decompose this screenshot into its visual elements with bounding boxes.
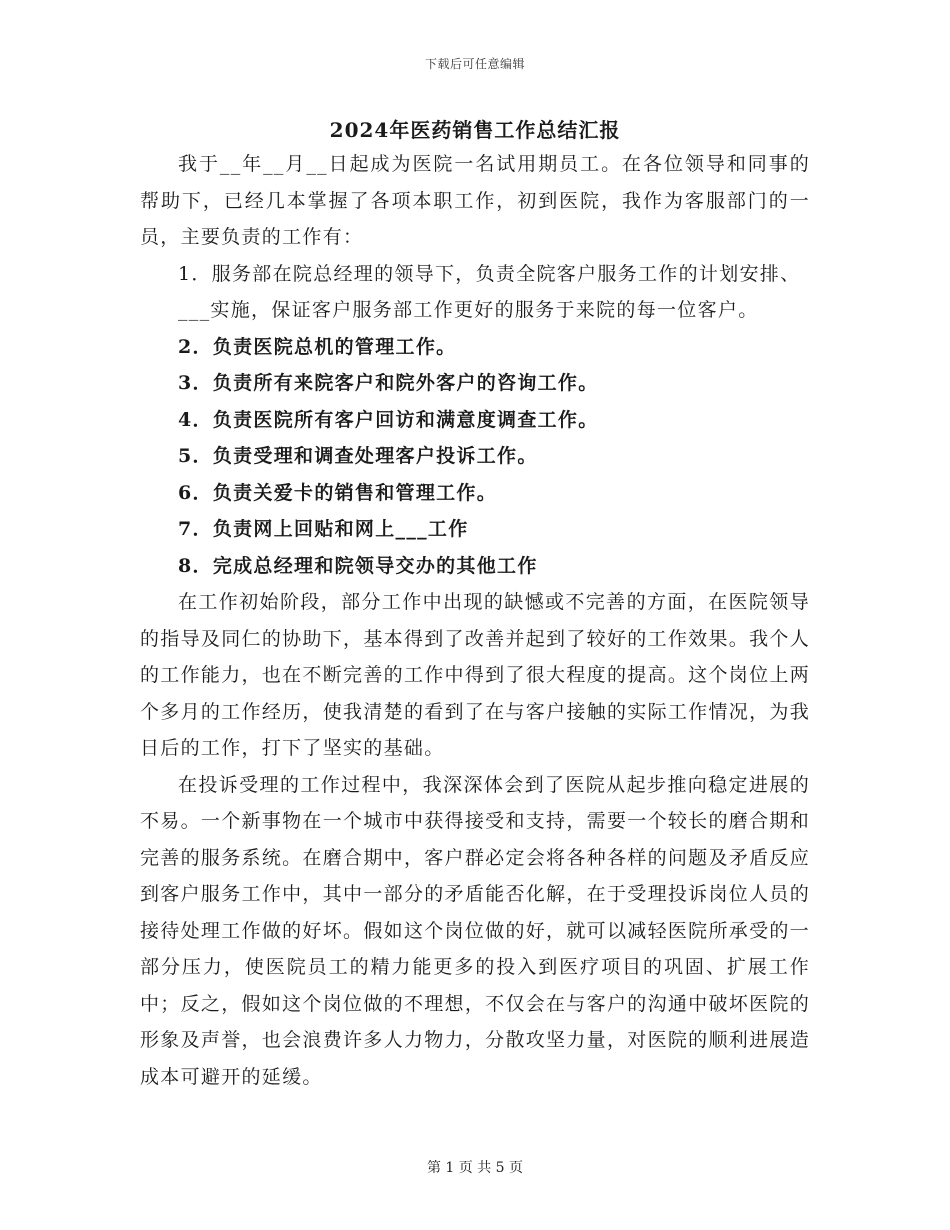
list-item-7: 7．负责网上回贴和网上___工作 (178, 518, 469, 540)
list-item-8: 8．完成总经理和院领导交办的其他工作 (178, 554, 538, 577)
document-body (140, 146, 810, 1095)
paragraph-3: 在投诉受理的工作过程中，我深深体会到了医院从起步推向稳定进展的不易。一个新事物在一个城市中获得接受和支持，需要一个较长的磨合期和完善的服务系统。在磨合期中，客户群必定会将各种各样的问题及矛盾反应到客户服务工作中，其中一部分的矛盾能否化解，在于受理投诉岗位人员的接待处理工作做的好坏。假如这个岗位做的好，就可以减轻医院所承受的一部分压力，使医院员工的精力能更多的投入到医疗项目的巩固、扩展工作中；反之，假如这个岗位做的不理想，不仅会在与客户的沟通中破坏医院的形象及声誉，也会浪费许多人力物力，分散攻坚力量，对医院的顺利进展造成本可避开的延缓。 (140, 773, 810, 1088)
list-item-6: 6．负责关爱卡的销售和管理工作。 (178, 481, 498, 504)
page-footer: 第 1 页 共 5 页 (426, 1160, 524, 1176)
paragraph-2: 在工作初始阶段，部分工作中出现的缺憾或不完善的方面，在医院领导的指导及同仁的协助下，基本得到了改善并起到了较好的工作效果。我个人的工作能力，也在不断完善的工作中得到了很大程度的提高。这个岗位上两个多月的工作经历，使我清楚的看到了在与客户接触的实际工作情况，为我日后的工作，打下了坚实的基础。 (140, 591, 810, 759)
intro-paragraph: 我于__年__月__日起成为医院一名试用期员工。在各位领导和同事的帮助下，已经几本掌握了各项本职工作，初到医院，我作为客服部门的一员，主要负责的工作有： (140, 153, 810, 248)
list-item-1: 1．服务部在院总经理的领导下，负责全院客户服务工作的计划安排、___实施，保证客户服务部工作更好的服务于来院的每一位客户。 (178, 262, 801, 321)
document-title: 2024年医药销售工作总结汇报 (329, 118, 621, 142)
header-note: 下载后可任意编辑 (424, 57, 525, 71)
list-item-5: 5．负责受理和调查处理客户投诉工作。 (178, 445, 538, 467)
list-item-4: 4．负责医院所有客户回访和满意度调查工作。 (178, 408, 599, 431)
list-item-3: 3．负责所有来院客户和院外客户的咨询工作。 (178, 372, 599, 394)
list-item-2: 2．负责医院总机的管理工作。 (178, 335, 457, 358)
